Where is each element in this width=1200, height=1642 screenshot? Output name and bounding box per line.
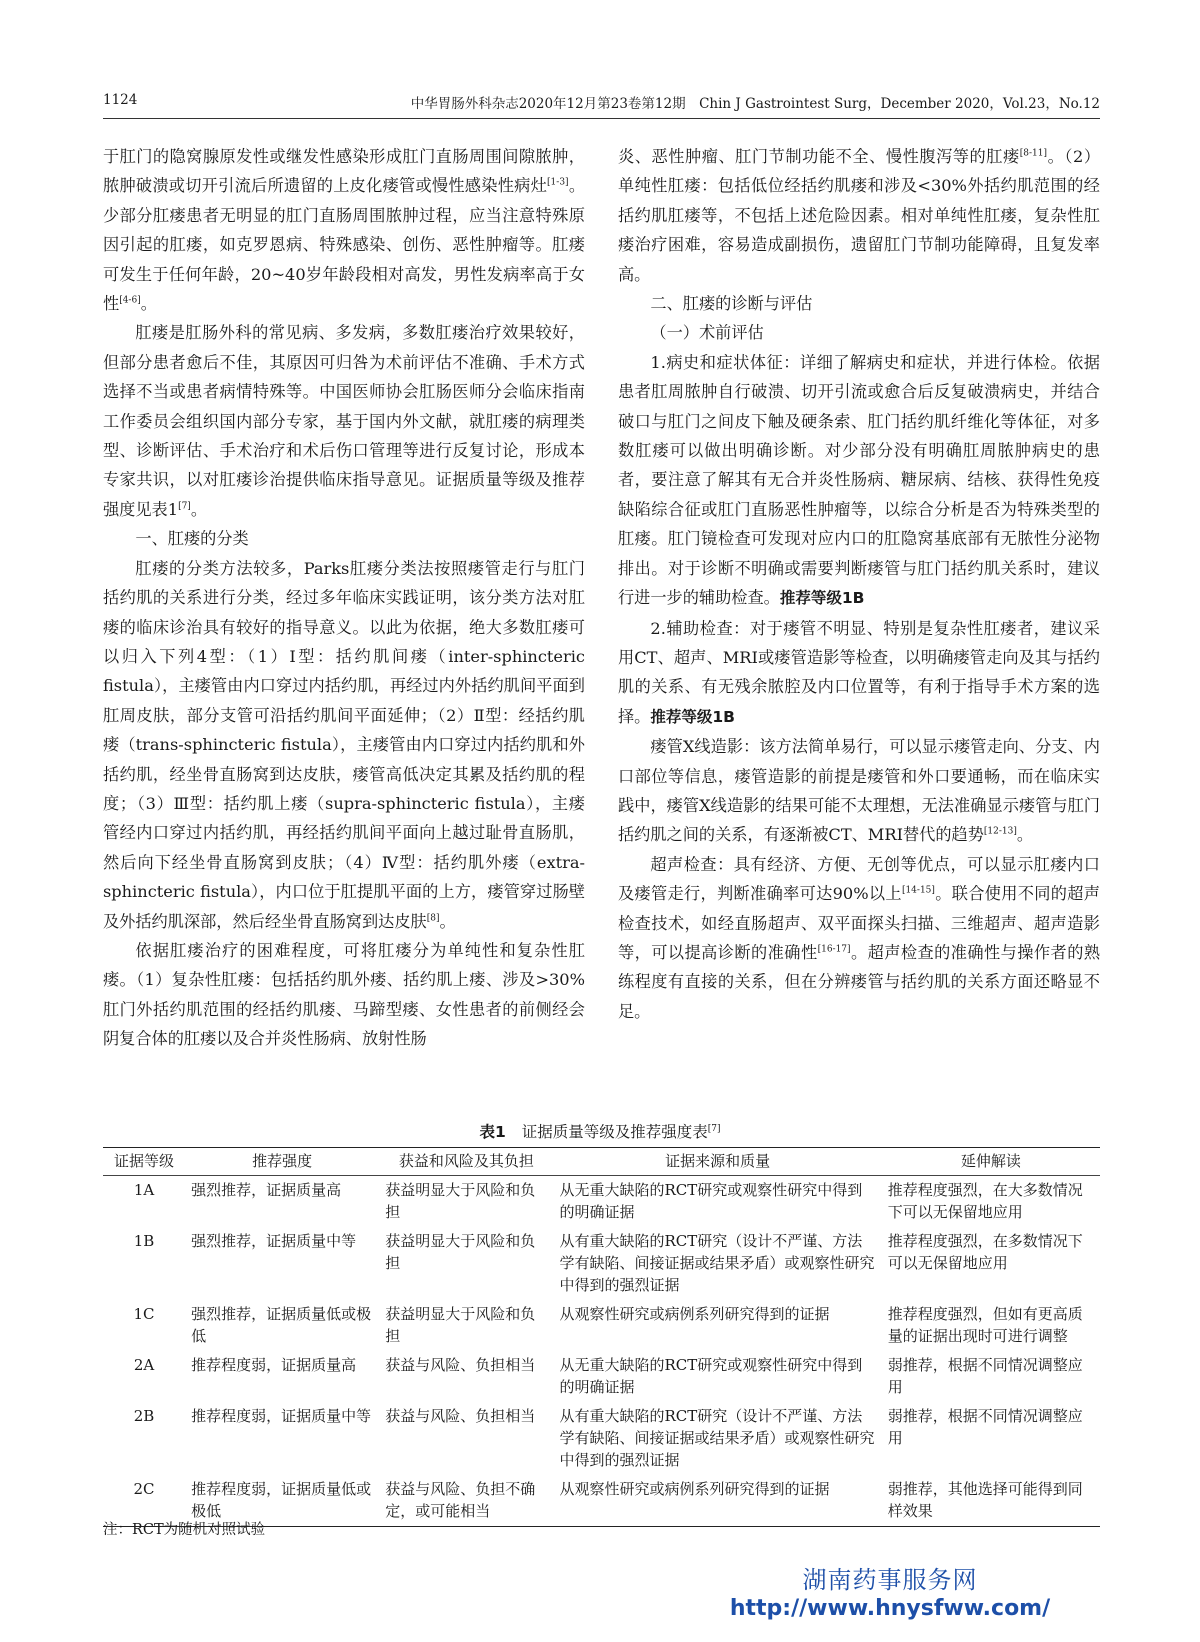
table-cell: 从有重大缺陷的RCT研究（设计不严谨、方法学有缺陷、间接证据或结果矛盾）或观察性研究中得到的强烈证据 (559, 1232, 875, 1294)
table-cell: 1B (133, 1232, 155, 1250)
table-cell: 推荐程度强烈，在大多数情况下可以无保留地应用 (887, 1181, 1083, 1221)
table-cell: 弱推荐，其他选择可能得到同样效果 (887, 1480, 1083, 1520)
column-header: 获益和风险及其负担 (379, 1148, 553, 1176)
paragraph-xray: 瘘管X线造影：该方法简单易行，可以显示瘘管走向、分支、内口部位等信息，瘘管造影的前提是瘘管和外口要通畅，而在临床实践中，瘘管X线造影的结果可能不太理想，无法准确显示瘘管与肛门括约肌之间的关系，有逐渐被CT、MRI替代的趋势[12-13]。 (618, 737, 1100, 845)
table-cell: 强烈推荐，证据质量中等 (191, 1232, 357, 1250)
citation[interactable]: [1-3] (547, 178, 569, 189)
table-row (103, 1176, 1100, 1228)
table-cell: 获益与风险、负担相当 (385, 1356, 536, 1374)
citation[interactable]: [12-13] (983, 826, 1017, 837)
page-header (103, 92, 1100, 116)
recommendation-grade: 推荐等级1B (779, 589, 865, 608)
paragraph-ultrasound: 超声检查：具有经济、方便、无创等优点，可以显示肛瘘内口及瘘管走行，判断准确率可达90%以上[14-15]。联合使用不同的超声检查技术，如经直肠超声、双平面探头扫描、三维超声、超声造影等，可以提高诊断的准确性[16-17]。超声检查的准确性与操作者的熟练程度有直接的关系，但在分辨瘘管与括约肌的关系方面还略显不足。 (618, 854, 1101, 1021)
table-cell: 2C (133, 1480, 155, 1498)
citation[interactable]: [14-15] (901, 885, 935, 896)
watermark-name: 湖南药事服务网 (802, 1566, 978, 1594)
table-cell: 弱推荐，根据不同情况调整应用 (887, 1407, 1083, 1447)
table-row (103, 1402, 1100, 1475)
citation[interactable]: [7] (707, 1123, 721, 1134)
table-cell: 推荐程度强烈，在多数情况下可以无保留地应用 (887, 1232, 1083, 1272)
table-caption (0, 1120, 1200, 1142)
table-number: 表1 (479, 1123, 506, 1141)
journal-citation: 中华胃肠外科杂志2020年12月第23卷第12期 Chin J Gastrointest Surg，December 2020，Vol.23，No.12 (410, 96, 1100, 112)
table-cell: 弱推荐，根据不同情况调整应用 (887, 1356, 1083, 1396)
left-column (103, 142, 585, 1054)
header-rule (103, 118, 1100, 119)
table-cell: 获益明显大于风险和负担 (385, 1305, 536, 1345)
table-cell: 1A (133, 1181, 155, 1199)
right-column (618, 142, 1100, 1026)
table-cell: 从有重大缺陷的RCT研究（设计不严谨、方法学有缺陷、间接证据或结果矛盾）或观察性研究中得到的强烈证据 (559, 1407, 875, 1469)
table-cell: 获益与风险、负担相当 (385, 1407, 536, 1425)
citation[interactable]: [7] (178, 501, 191, 512)
recommendation-grade: 推荐等级1B (650, 707, 735, 726)
table-cell: 从观察性研究或病例系列研究得到的证据 (559, 1480, 830, 1498)
citation[interactable]: [16-17] (817, 944, 851, 955)
table-header-row (103, 1148, 1100, 1176)
column-header: 证据来源和质量 (553, 1148, 881, 1176)
table-row (103, 1351, 1100, 1402)
table-cell: 获益明显大于风险和负担 (385, 1181, 536, 1221)
citation[interactable]: [4-6] (119, 295, 141, 306)
column-header: 延伸解读 (882, 1148, 1100, 1176)
page-number: 1124 (103, 92, 138, 108)
site-watermark (700, 1565, 1080, 1623)
paragraph-complexity: 依据肛瘘治疗的困难程度，可将肛瘘分为单纯性和复杂性肛瘘。（1）复杂性肛瘘：包括括约肌外瘘、括约肌上瘘、涉及>30%肛门外括约肌范围的经括约肌瘘、马蹄型瘘、女性患者的前侧经会阴复合体的肛瘘以及合并炎性肠病、放射性肠 (103, 940, 585, 1049)
paragraph-continuation: 炎、恶性肿瘤、肛门节制功能不全、慢性腹泻等的肛瘘[8-11]。（2）单纯性肛瘘：包括低位经括约肌瘘和涉及<30%外括约肌范围的经括约肌肛瘘等，不包括上述危险因素。相对单纯性肛瘘，复杂性肛瘘治疗困难，容易造成副损伤，遗留肛门节制功能障碍，且复发率高。 (618, 147, 1101, 284)
table-cell: 推荐程度强烈，但如有更高质量的证据出现时可进行调整 (887, 1305, 1083, 1345)
table-cell: 获益明显大于风险和负担 (385, 1232, 536, 1272)
column-header: 推荐强度 (185, 1148, 379, 1176)
paragraph-continuation: 于肛门的隐窝腺原发性或继发性感染形成肛门直肠周围间隙脓肿，脓肿破溃或切开引流后所遗留的上皮化瘘管或慢性感染性病灶[1-3]。少部分肛瘘患者无明显的肛门直肠周围脓肿过程，应当注意特殊原因引起的肛瘘，如克罗恩病、特殊感染、创伤、恶性肿瘤等。肛瘘可发生于任何年龄，20~40岁年龄段相对高发，男性发病率高于女性[4-6]。 (103, 147, 586, 314)
table-cell: 从无重大缺陷的RCT研究或观察性研究中得到的明确证据 (559, 1356, 863, 1396)
paragraph-parks: 肛瘘的分类方法较多，Parks肛瘘分类法按照瘘管走行与肛门括约肌的关系进行分类，经过多年临床实践证明，该分类方法对肛瘘的临床诊治具有较好的指导意义。以此为依据，绝大多数肛瘘可以归入下列4型：（1）Ⅰ型：括约肌间瘘（inter-sphincteric fistula），主瘘管由内口穿过内括约肌，再经过内外括约肌间平面到肛周皮肤，部分支管可沿括约肌间平面延伸；（2）Ⅱ型：经括约肌瘘（trans-sphincteric fistula），主瘘管由内口穿过内括约肌和外括约肌，经坐骨直肠窝到达皮肤，瘘管高低决定其累及括约肌的程度；（3）Ⅲ型：括约肌上瘘（supra-sphincteric fistula），主瘘管经内口穿过内括约肌，再经括约肌间平面向上越过耻骨直肠肌，然后向下经坐骨直肠窝到皮肤；（4）Ⅳ型：括约肌外瘘（extra-sphincteric fistula），内口位于肛提肌平面的上方，瘘管穿过肠壁及外括约肌深部，然后经坐骨直肠窝到达皮肤[8]。 (103, 558, 585, 931)
table-cell: 1C (133, 1305, 155, 1323)
citation[interactable]: [8] (426, 913, 440, 924)
column-header: 证据等级 (103, 1148, 185, 1176)
citation[interactable]: [8-11] (1019, 148, 1048, 159)
table-cell: 2A (133, 1356, 155, 1374)
table-cell: 从观察性研究或病例系列研究得到的证据 (559, 1305, 830, 1323)
section-heading-diagnosis: 二、肛瘘的诊断与评估 (650, 294, 813, 314)
evidence-table (103, 1147, 1100, 1527)
table-cell: 2B (133, 1407, 155, 1425)
table-cell: 强烈推荐，证据质量低或极低 (191, 1305, 372, 1345)
paragraph-history: 1.病史和症状体征：详细了解病史和症状，并进行体检。依据患者肛周脓肿自行破溃、切开引流或愈合后反复破溃病史，并结合破口与肛门之间皮下触及硬条索、肛门括约肌纤维化等体征，对多数肛瘘可以做出明确诊断。对少部分没有明确肛周脓肿病史的患者，要注意了解其有无合并炎性肠病、糖尿病、结核、获得性免疫缺陷综合征或肛门直肠恶性肿瘤等，以综合分析是否为特殊类型的肛瘘。肛门镜检查可发现对应内口的肛隐窝基底部有无脓性分泌物排出。对于诊断不明确或需要判断瘘管与肛门括约肌关系时，建议行进一步的辅助检查。推荐等级1B (618, 352, 1100, 608)
table-cell: 从无重大缺陷的RCT研究或观察性研究中得到的明确证据 (559, 1181, 863, 1221)
paragraph-intro: 肛瘘是肛肠外科的常见病、多发病，多数肛瘘治疗效果较好，但部分患者愈后不佳，其原因可归咎为术前评估不准确、手术方式选择不当或患者病情特殊等。中国医师协会肛肠医师分会临床指南工作委员会组织国内部分专家，基于国内外文献，就肛瘘的病理类型、诊断评估、手术治疗和术后伤口管理等进行反复讨论，形成本专家共识，以对肛瘘诊治提供临床指导意见。证据质量等级及推荐强度见表1[7]。 (103, 323, 585, 519)
table-row (103, 1300, 1100, 1351)
watermark-url[interactable]: http://www.hnysfww.com/ (729, 1596, 1051, 1621)
table-row (103, 1227, 1100, 1300)
table-note: 注：RCT为随机对照试验 (103, 1522, 266, 1538)
table-cell: 推荐程度弱，证据质量中等 (191, 1407, 372, 1425)
section-heading-classification: 一、肛瘘的分类 (135, 529, 249, 549)
paragraph-auxiliary: 2.辅助检查：对于瘘管不明显、特别是复杂性肛瘘者，建议采用CT、超声、MRI或瘘管造影等检查，以明确瘘管走向及其与括约肌的关系、有无残余脓腔及内口位置等，有利于指导手术方案的选择。推荐等级1B (618, 618, 1100, 726)
table-cell: 推荐程度弱，证据质量低或极低 (191, 1480, 372, 1520)
table-cell: 获益与风险、负担不确定，或可能相当 (385, 1480, 536, 1520)
table-cell: 强烈推荐，证据质量高 (191, 1181, 342, 1199)
table-cell: 推荐程度弱，证据质量高 (191, 1356, 357, 1374)
subsection-heading-preop: （一）术前评估 (650, 323, 764, 343)
table-title: 证据质量等级及推荐强度表 (521, 1123, 708, 1141)
